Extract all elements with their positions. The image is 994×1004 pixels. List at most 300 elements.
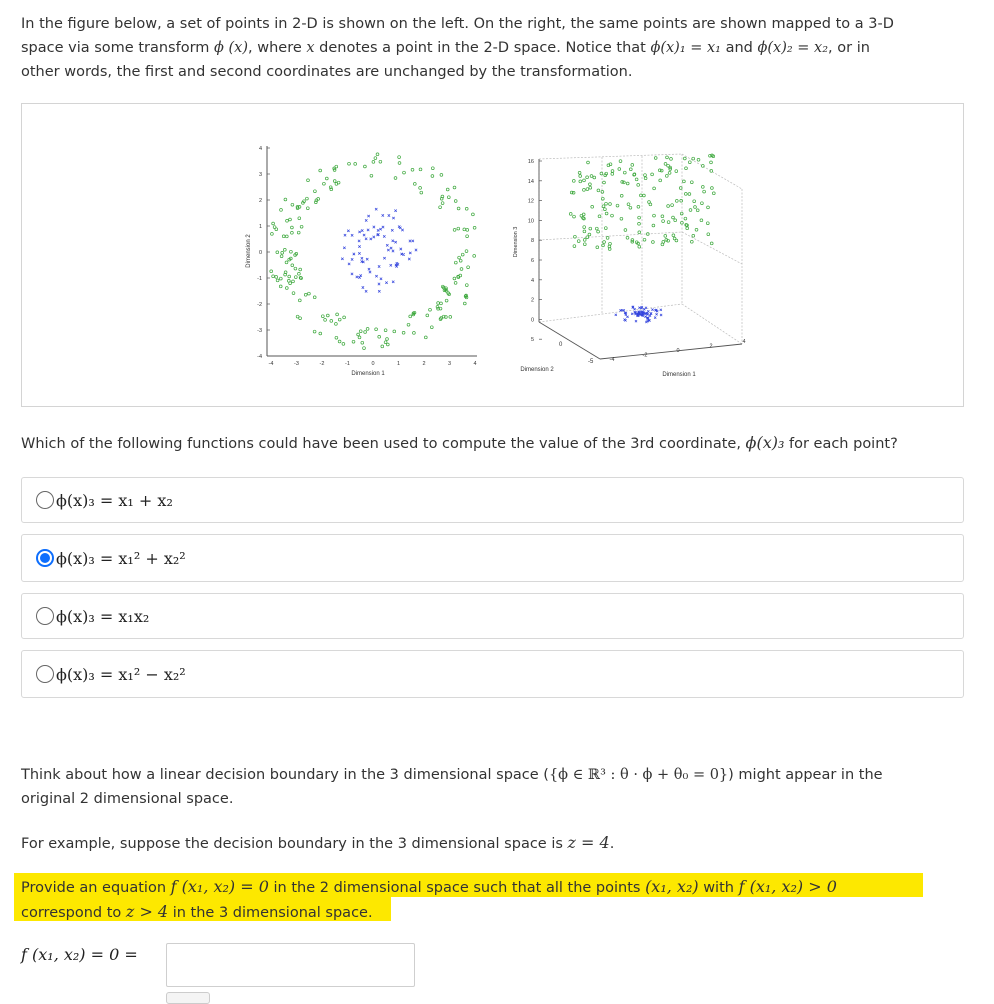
upper-point xyxy=(689,209,692,212)
lower-point xyxy=(651,309,653,311)
outer-point xyxy=(292,280,295,283)
option-1[interactable] xyxy=(21,477,964,523)
upper-point xyxy=(654,157,657,160)
answer-input[interactable] xyxy=(166,943,415,987)
inner-point xyxy=(408,258,410,260)
lower-point xyxy=(631,313,633,315)
outer-point xyxy=(294,267,297,270)
outer-point xyxy=(343,316,346,319)
upper-point xyxy=(635,178,638,181)
answer-label: f (x₁, x₂) = 0 = xyxy=(21,945,138,964)
upper-point xyxy=(626,236,629,239)
outer-point xyxy=(308,292,311,295)
upper-point xyxy=(579,175,582,178)
upper-point xyxy=(591,205,594,208)
upper-point xyxy=(631,164,634,167)
outer-point xyxy=(299,268,302,271)
upper-point xyxy=(620,194,623,197)
inner-point xyxy=(385,282,387,284)
upper-point xyxy=(644,177,647,180)
outer-point xyxy=(272,275,275,278)
left-x-tick: 0 xyxy=(371,361,375,367)
right-dim1-tick: -4 xyxy=(609,357,615,363)
upper-point xyxy=(589,227,592,230)
inner-point xyxy=(373,236,375,238)
right-dim2-tick-1: -5 xyxy=(588,359,594,365)
outer-point xyxy=(472,213,475,216)
outer-point xyxy=(285,235,288,238)
outer-point xyxy=(288,275,291,278)
outer-point xyxy=(430,326,433,329)
right-z-tick: 16 xyxy=(527,159,534,165)
outer-point xyxy=(292,292,295,295)
upper-point xyxy=(601,197,604,200)
outer-point xyxy=(298,217,301,220)
inner-point xyxy=(363,234,365,236)
outer-point xyxy=(394,177,397,180)
outer-point xyxy=(386,338,389,341)
outer-point xyxy=(324,319,327,322)
left-x-tick: 4 xyxy=(473,361,477,367)
left-x-tick: -2 xyxy=(319,361,325,367)
inner-point xyxy=(378,265,380,267)
option-2[interactable] xyxy=(21,534,964,582)
inner-point xyxy=(347,230,349,232)
left-y-tick: -2 xyxy=(257,302,262,308)
upper-point xyxy=(586,188,589,191)
upper-point xyxy=(638,245,641,248)
outer-point xyxy=(299,317,302,320)
outer-point xyxy=(447,196,450,199)
outer-point xyxy=(361,341,364,344)
outer-point xyxy=(297,231,300,234)
outer-point xyxy=(437,302,440,305)
upper-point xyxy=(688,193,691,196)
right-dim2-tick-0: 0 xyxy=(559,342,563,348)
outer-point xyxy=(424,336,427,339)
inner-point xyxy=(379,228,381,230)
upper-point xyxy=(600,172,603,175)
outer-point xyxy=(313,330,316,333)
outer-point xyxy=(426,314,429,317)
left-y-tick: 2 xyxy=(258,198,262,204)
upper-point xyxy=(637,205,640,208)
outer-point xyxy=(289,282,292,285)
upper-point xyxy=(661,215,664,218)
upper-point xyxy=(573,245,576,248)
outer-point xyxy=(333,180,336,183)
upper-point xyxy=(675,200,678,203)
upper-point xyxy=(629,206,632,209)
right-plot xyxy=(513,154,746,378)
option-3[interactable] xyxy=(21,593,964,639)
upper-point xyxy=(588,233,591,236)
outer-point xyxy=(363,347,366,350)
outer-point xyxy=(319,169,322,172)
outer-point xyxy=(273,226,276,229)
outer-point xyxy=(445,299,448,302)
upper-point xyxy=(667,205,670,208)
outer-point xyxy=(379,160,382,163)
inner-point xyxy=(358,252,360,254)
left-plot xyxy=(246,146,477,377)
outer-point xyxy=(275,276,278,279)
outer-point xyxy=(460,268,463,271)
outer-point xyxy=(446,188,449,191)
upper-point xyxy=(664,163,667,166)
upper-point xyxy=(662,220,665,223)
inner-point xyxy=(375,208,377,210)
outer-point xyxy=(279,285,282,288)
upper-point xyxy=(652,241,655,244)
upper-point xyxy=(638,216,641,219)
lower-point xyxy=(644,316,646,318)
right-z-ticks xyxy=(528,159,542,343)
right-dim2-label: Dimension 2 xyxy=(520,367,554,373)
outer-point xyxy=(336,313,339,316)
option-1-label: ϕ(x)₃ = x₁ + x₂ xyxy=(56,490,173,510)
upper-point xyxy=(643,194,646,197)
upper-point xyxy=(651,173,654,176)
inner-point xyxy=(351,234,353,236)
outer-point xyxy=(321,315,324,318)
lower-point xyxy=(647,310,649,312)
upper-point xyxy=(707,206,710,209)
outer-point xyxy=(393,330,396,333)
inner-point xyxy=(343,247,345,249)
outer-point xyxy=(473,255,476,258)
left-x-tick: 2 xyxy=(422,361,426,367)
outer-point xyxy=(279,277,282,280)
inner-point xyxy=(375,275,377,277)
outer-point xyxy=(291,264,294,267)
left-outer-ring-points xyxy=(270,153,476,350)
upper-point xyxy=(618,168,621,171)
upper-point xyxy=(583,243,586,246)
upper-point xyxy=(611,173,614,176)
right-lower-points xyxy=(615,306,663,323)
outer-point xyxy=(375,328,378,331)
outer-point xyxy=(338,318,341,321)
outer-point xyxy=(381,345,384,348)
inner-point xyxy=(366,258,368,260)
left-x-tick: 1 xyxy=(396,361,401,367)
outer-point xyxy=(454,200,457,203)
outer-point xyxy=(357,333,360,336)
upper-point xyxy=(638,231,641,234)
inner-point xyxy=(369,271,371,273)
outer-point xyxy=(285,261,288,264)
upper-point xyxy=(589,186,592,189)
right-dim1-tick: 0 xyxy=(676,348,680,354)
inner-point xyxy=(353,253,355,255)
option-3-radio[interactable] xyxy=(36,607,54,625)
inner-point xyxy=(401,229,403,231)
outer-point xyxy=(374,157,377,160)
right-zlabel: Dimension 3 xyxy=(513,226,519,258)
upper-point xyxy=(662,241,665,244)
inner-point xyxy=(383,257,385,259)
upper-point xyxy=(583,226,586,229)
inner-point xyxy=(377,229,379,231)
upper-point xyxy=(679,187,682,190)
outer-point xyxy=(429,308,432,311)
inner-point xyxy=(358,245,360,247)
outer-point xyxy=(386,343,389,346)
lower-point xyxy=(621,309,623,311)
outer-point xyxy=(402,331,405,334)
left-y-tick: 4 xyxy=(258,146,262,152)
upper-point xyxy=(603,241,606,244)
inner-point xyxy=(390,264,392,266)
outer-point xyxy=(352,340,355,343)
upper-point xyxy=(701,202,704,205)
outer-point xyxy=(465,207,468,210)
provide-paragraph: Provide an equation f (x₁, x₂) = 0 in the 2 dimensional space such that all the points (x₁, x₂) with f (x₁, x₂) > 0 correspond to z > 4 in the 3 dimensional space. xyxy=(21,877,837,921)
outer-point xyxy=(307,179,310,182)
left-x-tick: 3 xyxy=(447,361,452,367)
inner-point xyxy=(400,248,402,250)
inner-point xyxy=(344,234,346,236)
upper-point xyxy=(671,204,674,207)
option-2-label: ϕ(x)₃ = x₁² + x₂² xyxy=(56,548,186,568)
example-paragraph: For example, suppose the decision boundary in the 3 dimensional space is z = 4. xyxy=(21,833,615,852)
outer-point xyxy=(453,186,456,189)
inner-point xyxy=(373,226,375,228)
upper-point xyxy=(683,157,686,160)
lower-point xyxy=(635,320,637,322)
outer-point xyxy=(270,270,273,273)
upper-point xyxy=(573,215,576,218)
outer-point xyxy=(463,302,466,305)
outer-point xyxy=(358,336,361,339)
right-z-tick: 2 xyxy=(530,297,534,304)
outer-point xyxy=(384,341,387,344)
right-z-tick: 10 xyxy=(527,218,534,225)
left-ylabel: Dimension 2 xyxy=(246,234,252,268)
upper-point xyxy=(693,200,696,203)
upper-point xyxy=(712,192,715,195)
upper-point xyxy=(624,229,627,232)
outer-point xyxy=(348,162,351,165)
outer-point xyxy=(441,202,444,205)
outer-point xyxy=(398,162,401,165)
inner-point xyxy=(358,240,360,242)
outer-point xyxy=(364,331,367,334)
upper-point xyxy=(583,230,586,233)
inner-point xyxy=(378,290,380,292)
outer-point xyxy=(420,191,423,194)
left-x-tick: -3 xyxy=(294,361,299,367)
left-x-ticks xyxy=(269,361,477,367)
inner-point xyxy=(351,258,353,260)
upper-point xyxy=(696,209,699,212)
outer-point xyxy=(466,235,469,238)
upper-point xyxy=(668,172,671,175)
outer-point xyxy=(407,323,410,326)
inner-point xyxy=(367,215,369,217)
lower-point xyxy=(615,314,617,316)
outer-point xyxy=(419,187,422,190)
outer-point xyxy=(398,156,401,159)
upper-point xyxy=(670,158,673,161)
upper-point xyxy=(589,183,592,186)
option-1-radio[interactable] xyxy=(36,491,54,509)
upper-point xyxy=(706,222,709,225)
outer-point xyxy=(364,165,367,168)
inner-point xyxy=(367,229,369,231)
outer-point xyxy=(439,206,442,209)
inner-point xyxy=(394,210,396,212)
outer-point xyxy=(403,171,406,174)
outer-point xyxy=(326,314,329,317)
intro-line-2: space via some transform ϕ (x), where x denotes a point in the 2-D space. Notice that ϕ(x)₁ = x₁ and ϕ(x)₂ = x₂, or in xyxy=(21,40,870,56)
lower-point xyxy=(626,316,628,318)
inner-point xyxy=(409,252,411,254)
outer-point xyxy=(282,235,285,238)
inner-point xyxy=(361,257,363,259)
outer-point xyxy=(281,251,284,254)
upper-point xyxy=(666,156,669,159)
upper-point xyxy=(667,221,670,224)
upper-point xyxy=(652,224,655,227)
option-4[interactable] xyxy=(21,650,964,698)
outer-point xyxy=(271,233,274,236)
outer-point xyxy=(272,222,275,225)
left-y-ticks xyxy=(257,146,270,360)
outer-point xyxy=(313,296,316,299)
upper-point xyxy=(579,180,582,183)
upper-point xyxy=(583,179,586,182)
upper-point xyxy=(673,237,676,240)
upper-point xyxy=(587,161,590,164)
inner-point xyxy=(388,214,390,216)
lower-point xyxy=(656,313,658,315)
outer-point xyxy=(323,182,326,185)
upper-point xyxy=(586,176,589,179)
inner-point xyxy=(392,217,394,219)
intro-paragraph xyxy=(21,12,966,84)
outer-point xyxy=(314,190,317,193)
upper-point xyxy=(707,233,710,236)
inner-point xyxy=(387,249,389,251)
upper-point xyxy=(572,180,575,183)
inner-point xyxy=(365,238,367,240)
upper-point xyxy=(697,158,700,161)
upper-point xyxy=(703,190,706,193)
right-dim1-tick: 2 xyxy=(709,343,713,350)
upper-point xyxy=(596,246,599,249)
inner-point xyxy=(378,283,380,285)
intro-line-1: In the figure below, a set of points in 2-D is shown on the left. On the right, the same points are shown mapped to a 3-D xyxy=(21,16,894,32)
outer-point xyxy=(378,335,381,338)
upper-point xyxy=(611,170,614,173)
outer-point xyxy=(325,177,328,180)
upper-point xyxy=(683,180,686,183)
upper-point xyxy=(690,240,693,243)
outer-point xyxy=(376,153,379,156)
outer-point xyxy=(354,163,357,166)
outer-point xyxy=(283,248,286,251)
upper-point xyxy=(602,205,605,208)
upper-point xyxy=(590,175,593,178)
outer-point xyxy=(366,328,369,331)
outer-point xyxy=(342,343,345,346)
inner-point xyxy=(391,229,393,231)
upper-point xyxy=(664,235,667,238)
right-dim1-tick: -2 xyxy=(642,352,648,359)
figure-box xyxy=(21,103,964,407)
outer-point xyxy=(413,332,416,335)
outer-point xyxy=(338,340,341,343)
upper-point xyxy=(609,242,612,245)
upper-point xyxy=(623,171,626,174)
upper-point xyxy=(601,191,604,194)
upper-point xyxy=(710,161,713,164)
upper-point xyxy=(597,230,600,233)
outer-point xyxy=(465,284,468,287)
right-dim1-tick: 4 xyxy=(742,339,746,345)
inner-point xyxy=(390,247,392,249)
right-z-tick: 4 xyxy=(530,277,534,284)
outer-point xyxy=(454,261,457,264)
option-4-radio[interactable] xyxy=(36,665,54,683)
outer-point xyxy=(467,266,470,269)
upper-point xyxy=(695,228,698,231)
outer-point xyxy=(419,168,422,171)
inner-point xyxy=(409,240,411,242)
outer-point xyxy=(370,174,373,177)
outer-point xyxy=(440,302,443,305)
outer-point xyxy=(335,323,338,326)
inner-point xyxy=(368,268,370,270)
inner-point xyxy=(402,253,404,255)
upper-point xyxy=(637,184,640,187)
upper-point xyxy=(672,216,675,219)
left-inner-cluster-points xyxy=(341,208,417,293)
think-paragraph: Think about how a linear decision boundary in the 3 dimensional space ({ϕ ∈ ℝ³ : θ · ϕ + θ₀ = 0}) might appear in the original 2 dimensional space. xyxy=(21,767,883,807)
outer-point xyxy=(372,161,375,164)
submit-button[interactable] xyxy=(166,992,210,1004)
outer-point xyxy=(337,181,340,184)
upper-point xyxy=(644,174,647,177)
outer-point xyxy=(276,279,279,282)
outer-point xyxy=(461,253,464,256)
outer-point xyxy=(330,320,333,323)
upper-point xyxy=(638,222,641,225)
left-y-tick: 0 xyxy=(258,250,262,256)
outer-point xyxy=(411,168,414,171)
inner-point xyxy=(386,244,388,246)
inner-point xyxy=(415,249,417,251)
outer-point xyxy=(289,218,292,221)
inner-point xyxy=(392,250,394,252)
option-2-radio[interactable] xyxy=(36,549,54,567)
lower-point xyxy=(624,319,626,321)
outer-point xyxy=(453,277,456,280)
outer-point xyxy=(413,183,416,186)
upper-point xyxy=(694,206,697,209)
upper-point xyxy=(611,214,614,217)
option-3-label: ϕ(x)₃ = x₁x₂ xyxy=(56,606,150,626)
outer-point xyxy=(276,251,279,254)
right-dim1-label: Dimension 1 xyxy=(662,372,696,378)
outer-point xyxy=(280,255,283,258)
outer-point xyxy=(465,250,468,253)
right-z-tick: 5 xyxy=(530,337,534,344)
left-y-tick: 1 xyxy=(258,224,262,230)
inner-point xyxy=(382,226,384,228)
